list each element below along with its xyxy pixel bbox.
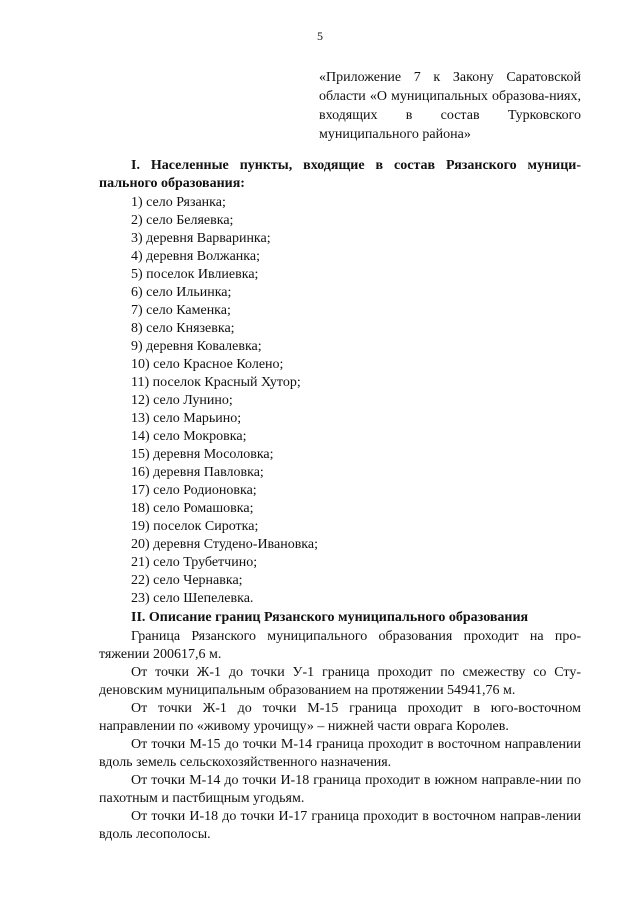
settlement-list-item: 2) село Беляевка; (131, 213, 234, 228)
section-2-heading: II. Описание границ Рязанского муниципального образования (131, 610, 529, 625)
settlement-list-item: 11) поселок Красный Хутор; (131, 375, 301, 390)
settlement-list-item: 6) село Ильинка; (131, 285, 232, 300)
settlement-list-item: 7) село Каменка; (131, 303, 231, 318)
settlement-list-item: 23) село Шепелевка. (131, 591, 254, 606)
settlement-list-item: 21) село Трубетчино; (131, 555, 258, 570)
boundary-paragraph: От точки И-18 до точки И-17 граница проходит в восточном направ-лении вдоль лесополосы. (99, 809, 581, 842)
settlement-list-item: 8) село Князевка; (131, 321, 235, 336)
settlement-list-item: 20) деревня Студено-Ивановка; (131, 537, 318, 552)
boundary-paragraph: От точки Ж-1 до точки У-1 граница проходит по смежеству со Сту-деновским муниципальным образованием на протяжении 54941,76 м. (99, 665, 581, 698)
boundary-paragraph: От точки Ж-1 до точки М-15 граница проходит в юго-восточном направлении по «живому урочищу» – нижней части оврага Королев. (99, 701, 581, 734)
settlement-list-item: 1) село Рязанка; (131, 195, 226, 210)
settlement-list-item: 5) поселок Ивлиевка; (131, 267, 259, 282)
settlement-list-item: 3) деревня Варваринка; (131, 231, 271, 246)
settlement-list-item: 16) деревня Павловка; (131, 465, 264, 480)
settlement-list-item: 17) село Родионовка; (131, 483, 257, 498)
settlement-list-item: 13) село Марьино; (131, 411, 242, 426)
settlement-list-item: 10) село Красное Колено; (131, 357, 284, 372)
settlement-list (131, 194, 318, 608)
boundary-description (99, 628, 581, 844)
settlement-list-item: 15) деревня Мосоловка; (131, 447, 274, 462)
settlement-list-item: 22) село Чернавка; (131, 573, 243, 588)
settlement-list-item: 14) село Мокровка; (131, 429, 247, 444)
settlement-list-item: 12) село Лунино; (131, 393, 233, 408)
settlement-list-item: 9) деревня Ковалевка; (131, 339, 262, 354)
boundary-paragraph: Граница Рязанского муниципального образования проходит на про-тяжении 200617,6 м. (99, 629, 581, 662)
section-1-heading: I. Населенные пункты, входящие в состав Рязанского муници-пального образования: (99, 158, 581, 191)
appendix-reference: «Приложение 7 к Закону Саратовской области «О муниципальных образова-ниях, входящих в состав Турковского муниципального района» (319, 70, 581, 142)
settlement-list-item: 18) село Ромашовка; (131, 501, 254, 516)
settlement-list-item: 4) деревня Волжанка; (131, 249, 260, 264)
page-number: 5 (317, 29, 323, 43)
boundary-paragraph: От точки М-14 до точки И-18 граница проходит в южном направле-нии по пахотным и пастбищным угодьям. (99, 773, 581, 806)
settlement-list-item: 19) поселок Сиротка; (131, 519, 259, 534)
boundary-paragraph: От точки М-15 до точки М-14 граница проходит в восточном направлении вдоль земель сельскохозяйственного назначения. (99, 737, 581, 770)
